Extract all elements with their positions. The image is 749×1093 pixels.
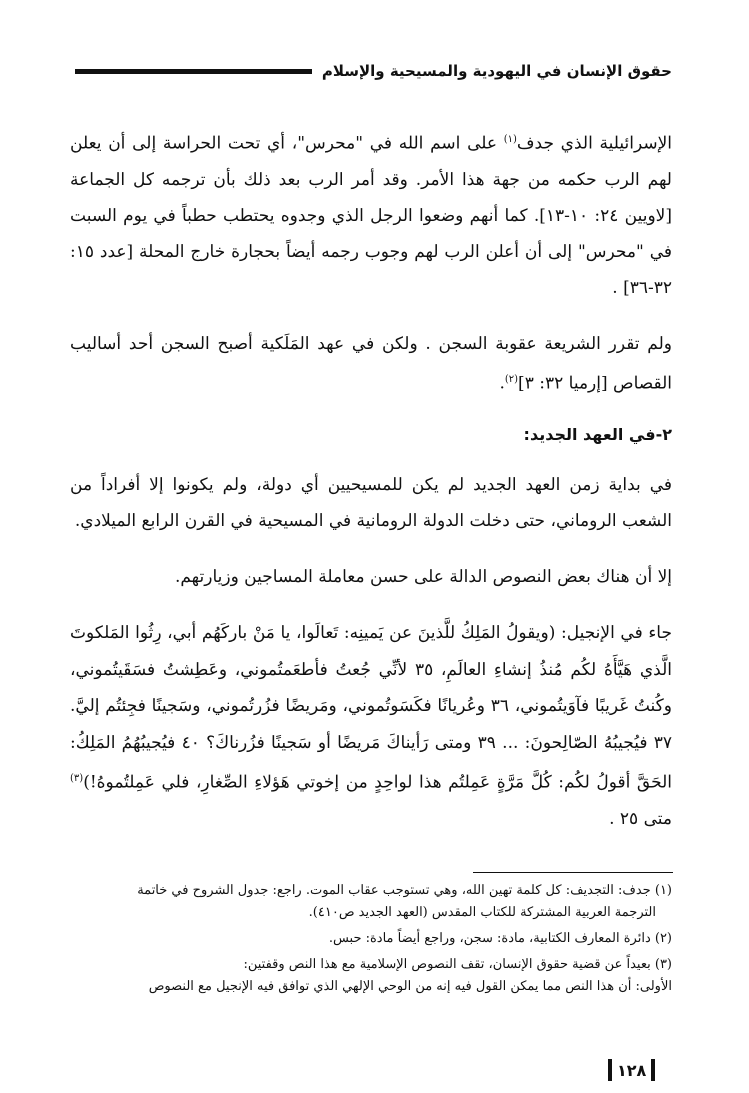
paragraph-2 xyxy=(70,326,672,402)
footnote-3-line-2: الأولى: أن هذا النص مما يمكن القول فيه إنه من الوحي الإلهي الذي توافق فيه الإنجيل مع النصوص xyxy=(148,979,672,994)
footnote-ref-3: (٣) xyxy=(70,773,84,785)
running-header xyxy=(75,56,672,86)
paragraph-5-text-b: متى ٢٥ . xyxy=(609,809,672,830)
footnote-ref-2: (٢) xyxy=(504,373,519,385)
footnote-2: (٢) دائرة المعارف الكتابية، مادة: سجن، وراجع أيضاً مادة: حبس. xyxy=(328,931,672,946)
footnote-separator xyxy=(473,872,673,873)
footnote-1-line-2: الترجمة العربية المشتركة للكتاب المقدس (العهد الجديد ص٤١٠). xyxy=(308,905,656,920)
page-number xyxy=(606,1058,657,1082)
footnote-1-line-1: (١) جدف: التجديف: كل كلمة تهين الله، وهي تستوجب عقاب الموت. راجع: جدول الشروح في خاتمة xyxy=(137,883,672,898)
paragraph-5-quote xyxy=(70,615,672,838)
body-text xyxy=(70,122,672,858)
paragraph-2-text-b: . xyxy=(499,373,505,394)
footnote-ref-1: (١) xyxy=(503,134,517,145)
header-rule xyxy=(75,69,312,74)
paragraph-3: في بداية زمن العهد الجديد لم يكن للمسيحيين أي دولة، ولم يكونوا إلا أفراداً من الشعب الروماني، حتى دخلت الدولة الرومانية في المسيحية في القرن الرابع الميلادي. xyxy=(70,475,672,532)
footnote-3-line-1: (٣) بعيداً عن قضية حقوق الإنسان، تقف النصوص الإسلامية مع هذا النص وقفتين: xyxy=(243,957,672,972)
paragraph-1-text-b: على اسم الله في "محرس"، أي تحت الحراسة إلى أن يعلن لهم الرب حكمه من جهة هذا الأمر. وقد أمر الرب بعد ذلك بأن ترجمه كل الجماعة [لاويين ٢٤: ١٠-١٣]. كما أنهم وضعوا الرجل الذي وجدوه يحتطب حطباً في يوم السبت في "محرس" إلى أن أعلن الرب لهم وجوب رجمه أيضاً بحجارة خارج المحلة [عدد ١٥: ٣٢-٣٦] . xyxy=(70,133,672,298)
running-title: حقوق الإنسان في اليهودية والمسيحية والإسلام xyxy=(321,62,672,80)
page-number-text: ١٢٨ xyxy=(617,1060,647,1080)
page-number-bar-right xyxy=(651,1059,655,1081)
paragraph-1 xyxy=(70,122,672,306)
paragraph-2-text-a: ولم تقرر الشريعة عقوبة السجن . ولكن في عهد المَلَكية أصبح السجن أحد أساليب القصاص [إرميا ٣٢: ٣] xyxy=(70,333,672,394)
page-number-bar-left xyxy=(608,1059,612,1081)
paragraph-1-text-a: الإسرائيلية الذي جدف xyxy=(516,133,672,154)
paragraph-4: إلا أن هناك بعض النصوص الدالة على حسن معاملة المساجين وزيارتهم. xyxy=(174,567,672,588)
paragraph-5-text-a: جاء في الإنجيل: (ويقولُ المَلِكُ للَّذينَ عن يَمينِه: تَعالَوا، يا مَنْ باركَهُم أبي، رِثُوا المَلكوتَ الَّذي هَيَّأَهُ لكُم مُنذُ إنشاءِ العالَمِ، ٣٥ لأنِّي جُعتُ فأطعَمتُموني، وعَطِشتُ فسَقَيتُموني، وكُنتُ غَريبًا فآوَيتُموني، ٣٦ وعُريانًا فكَسَوتُموني، ومَريضًا فزُرتُموني، وسَجينًا فجِئتُم إليَّ. ٣٧ فيُجيبُهُ الصّالِحونَ: ... ٣٩ ومتى رَأيناكَ مَريضًا أو سَجينًا فزُرناكَ؟ ٤٠ فيُجيبُهُمُ المَلِكُ: الحَقَّ أقولُ لكُم: كُلَّ مَرَّةٍ عَمِلتُم هذا لواحِدٍ من إخوتي هَؤلاءِ الصِّغارِ، فلي عَمِلتُموهُ!) xyxy=(70,623,672,793)
footnotes xyxy=(70,880,672,998)
section-heading: ٢-في العهد الجديد: xyxy=(523,425,672,445)
